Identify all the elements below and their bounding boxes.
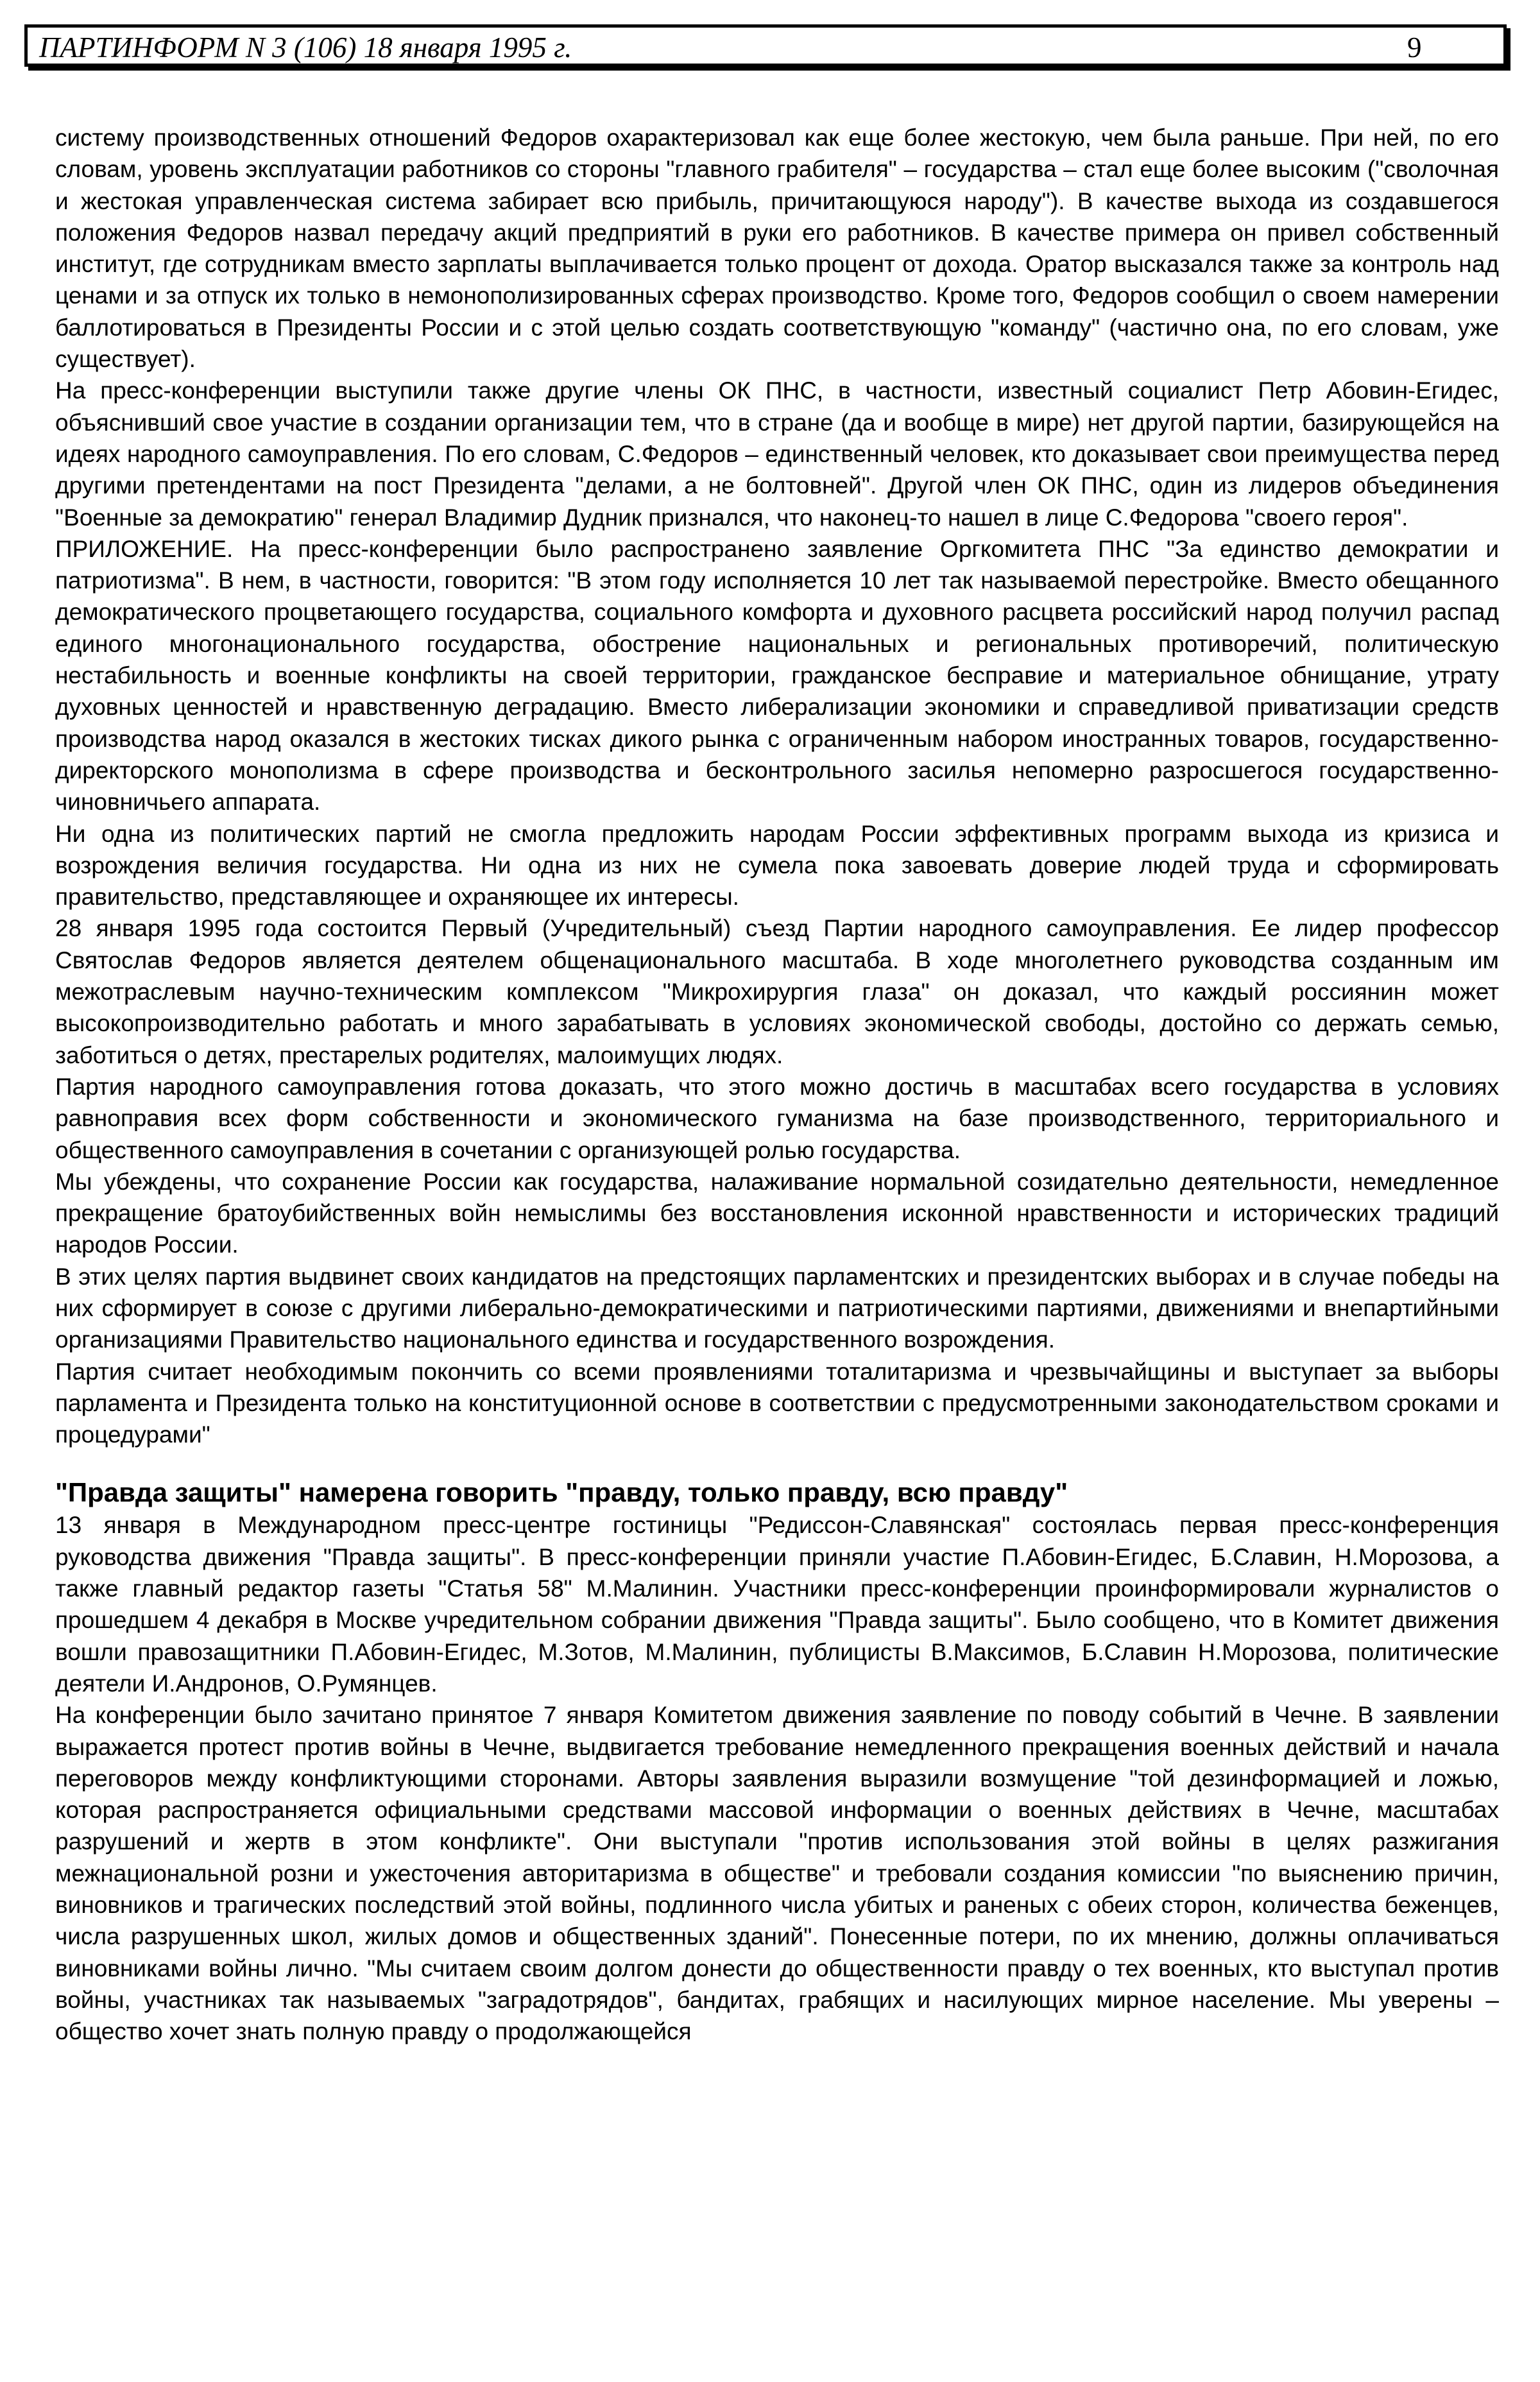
page-number: 9 xyxy=(1407,31,1422,64)
paragraph: 28 января 1995 года состоится Первый (Учредительный) съезд Партии народного самоуправления. Ее лидер профессор Святослав Федоров является деятелем общенационального масштаба. В ходе многолетнего руководства созданным им межотраслевым научно-техническим комплексом "Микрохирургия глаза" он доказал, что каждый россиянин может высокопроизводительно работать и много зарабатывать в условиях экономической свободы, достойно со держать семью, заботиться о детях, престарелых родителях, малоимущих людях. xyxy=(55,915,1499,1068)
page-header xyxy=(24,24,1507,67)
header-title: ПАРТИНФОРМ N 3 (106) 18 января 1995 г. xyxy=(39,31,572,64)
paragraph: В этих целях партия выдвинет своих кандидатов на предстоящих парламентских и президентских выборах и в случае победы на них сформирует в союзе с другими либерально-демократическими и патриотическими партиями, движениями и внепартийными организациями Правительство национального единства и государственного возрождения. xyxy=(55,1263,1499,1353)
paragraph: Партия народного самоуправления готова доказать, что этого можно достичь в масштабах всего государства в условиях равноправия всех форм собственности и экономического гуманизма на базе производственного, территориального и общественного самоуправления в сочетании с организующей ролью государства. xyxy=(55,1073,1499,1163)
paragraph: 13 января в Международном пресс-центре гостиницы "Редиссон-Славянская" состоялась первая пресс-конференция руководства движения "Правда защиты". В пресс-конференции приняли участие П.Абовин-Егидес, Б.Славин, Н.Морозова, а также главный редактор газеты "Статья 58" М.Малинин. Участники пресс-конференции проинформировали журналистов о прошедшем 4 декабря в Москве учредительном собрании движения "Правда защиты". Было сообщено, что в Комитет движения вошли правозащитники П.Абовин-Егидес, М.Зотов, М.Малинин, публицисты В.Максимов, Б.Славин Н.Морозова, политические деятели И.Андронов, О.Румянцев. xyxy=(55,1512,1499,1697)
paragraph: На пресс-конференции выступили также другие члены ОК ПНС, в частности, известный социалист Петр Абовин-Егидес, объяснивший свое участие в создании организации тем, что в стране (да и вообще в мире) нет другой партии, базирующейся на идеях народного самоуправления. По его словам, С.Федоров – единственный человек, кто доказывает свои преимущества перед другими претендентами на пост Президента "делами, а не болтовней". Другой член ОК ПНС, один из лидеров объединения "Военные за демократию" генерал Владимир Дудник признался, что наконец-то нашел в лице С.Федорова "своего героя". xyxy=(55,377,1499,531)
paragraph: Ни одна из политических партий не смогла предложить народам России эффективных программ выхода из кризиса и возрождения величия государства. Ни одна из них не сумела пока завоевать доверие людей труда и сформировать правительство, представляющее и охраняющее их интересы. xyxy=(55,820,1499,911)
paragraph: Партия считает необходимым покончить со всеми проявлениями тоталитаризма и чрезвычайщины и выступает за выборы парламента и Президента только на конституционной основе в соответствии с предусмотренными законодательством сроками и процедурами" xyxy=(55,1358,1499,1448)
paragraph: Мы убеждены, что сохранение России как государства, налаживание нормальной созидательно деятельности, немедленное прекращение братоубийственных войн немыслимы без восстановления исконной нравственности и исторических традиций народов России. xyxy=(55,1168,1499,1258)
paragraph: системy производственных отношений Федоров охарактеризовал как еще более жестокую, чем была раньше. При ней, по его словам, уровень эксплуатации работников со стороны "главного грабителя" – государства – стал еще более высоким ("сволочная и жестокая управленческая система забирает всю прибыль, причитающуюся народу"). В качестве выхода из создавшегося положения Федоров назвал передачу акций предприятий в руки его работников. В качестве примера он привел собственный институт, где сотрудникам вместо зарплаты выплачивается только процент от дохода. Оратор высказался также за контроль над ценами и за отпуск их только в немонополизированных сферах производство. Кроме того, Федоров сообщил о своем намерении баллотироваться в Президенты России и с этой целью создать соответствующую "команду" (частично она, по его словам, уже существует). xyxy=(55,124,1499,373)
section-heading: "Правда защиты" намерена говорить "правду, только правду, всю правду" xyxy=(55,1477,1068,1508)
paragraph: ПРИЛОЖЕНИЕ. На пресс-конференции было распространено заявление Оргкомитета ПНС "За единство демократии и патриотизма". В нем, в частности, говорится: "В этом году исполняется 10 лет так называемой перестройке. Вместо обещанного демократического процветающего государства, социального комфорта и духовного расцвета российский народ получил распад единого многонационального государства, обострение национальных и региональных противоречий, политическую нестабильность и военные конфликты на своей территории, гражданское бесправие и материальное обнищание, утрату духовных ценностей и нравственную деградацию. Вместо либерализации экономики и справедливой приватизации средств производства народ оказался в жестоких тисках дикого рынка с ограниченным набором иностранных товаров, государственно-директорского монополизма в сфере производства и бесконтрольного засилья непомерно разросшегося государственно-чиновничьего аппарата. xyxy=(55,535,1499,816)
paragraph: На конференции было зачитано принятое 7 января Комитетом движения заявление по поводу событий в Чечне. В заявлении выражается протест против войны в Чечне, выдвигается требование немедленного прекращения военных действий и начала переговоров между конфликтующими сторонами. Авторы заявления выразили возмущение "той дезинформацией и ложью, которая распространяется официальными средствами массовой информации о военных действиях в Чечне, масштабах разрушений и жертв в этом конфликте". Они выступали "против использования этой войны в целях разжигания межнациональной розни и ужесточения авторитаризма в обществе" и требовали создания комиссии "по выяснению причин, виновников и трагических последствий этой войны, подлинного числа убитых и раненых с обеих сторон, количества беженцев, числа разрушенных школ, жилых домов и общественных зданий". Понесенные потери, по их мнению, должны оплачиваться виновниками войны лично. "Мы считаем своим долгом донести до общественности правду о тех военных, кто выступал против войны, участниках так называемых "заградотрядов", бандитах, грабящих и насилующих мирное население. Мы уверены – общество хочет знать полную правду о продолжающейся xyxy=(55,1702,1499,2045)
article-body xyxy=(55,122,1499,2048)
